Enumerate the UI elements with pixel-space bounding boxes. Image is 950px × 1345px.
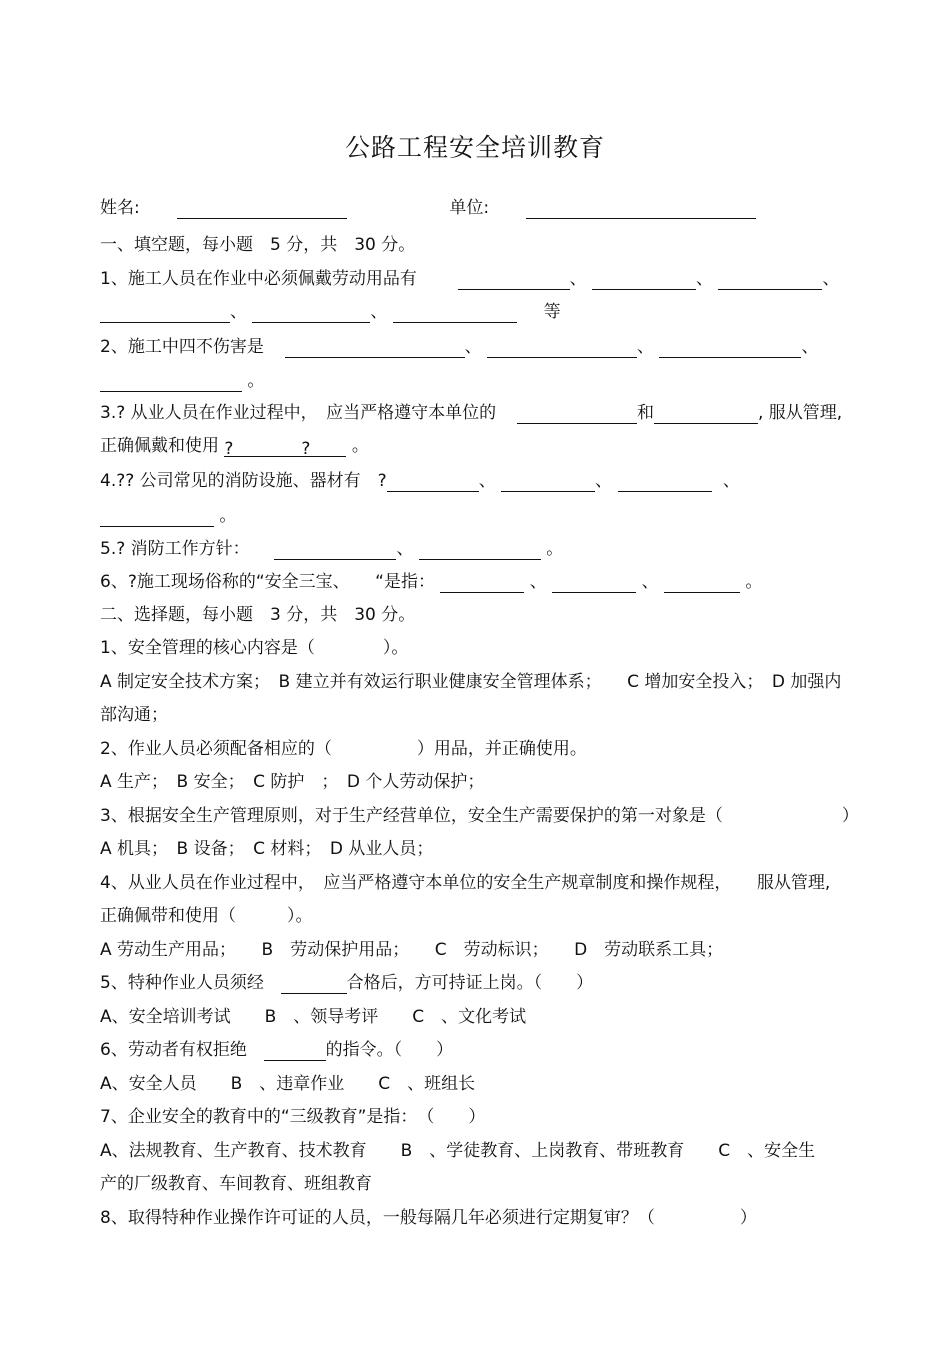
s2-q3-options: A 机具； B 设备； C 材料； D 从业人员； — [100, 839, 434, 859]
answer-blank[interactable] — [274, 541, 396, 560]
s1-q1: 1、施工人员在作业中必须佩戴劳动用品有 、 、 、 — [100, 269, 840, 289]
answer-blank[interactable] — [718, 271, 822, 290]
s1-q5: 5.? 消防工作方针： 、 。 — [100, 539, 564, 559]
s1-q6: 6、?施工现场俗称的“安全三宝、 “是指： 、 、 。 — [100, 572, 763, 592]
answer-blank[interactable] — [618, 473, 712, 492]
s2-q2: 2、作业人员必须配备相应的（ ）用品，并正确使用。 — [100, 739, 587, 759]
answer-blank[interactable] — [100, 304, 230, 323]
s1-q3-text: 3.? 从业人员在作业过程中， 应当严格遵守本单位的 — [100, 403, 497, 423]
s2-q4-options: A 劳动生产用品； B 劳动保护用品； C 劳动标识； D 劳动联系工具； — [100, 940, 724, 960]
s2-q7-options: A、法规教育、生产教育、技术教育 B 、学徒教育、上岗教育、带班教育 C 、安全生 — [100, 1141, 816, 1161]
answer-blank[interactable] — [264, 1042, 326, 1061]
answer-blank[interactable] — [487, 339, 637, 358]
section1-heading: 一、填空题，每小题 5 分，共 30 分。 — [100, 235, 416, 255]
answer-blank[interactable] — [654, 405, 758, 424]
s2-q3: 3、根据安全生产管理原则，对于生产经营单位，安全生产需要保护的第一对象是（ ） — [100, 806, 859, 826]
s1-q1-cont: 、 、 等 — [100, 301, 561, 323]
s1-q2: 2、施工中四不伤害是 、 、 、 — [100, 337, 819, 357]
s1-q3-cont: 正确佩戴和使用 ? ? 。 — [100, 436, 369, 459]
s2-q8: 8、取得特种作业操作许可证的人员，一般每隔几年必须进行定期复审？（ ） — [100, 1208, 757, 1228]
answer-blank[interactable] — [285, 339, 465, 358]
answer-blank[interactable] — [387, 473, 479, 492]
answer-blank[interactable] — [393, 304, 517, 323]
answer-blank[interactable] — [501, 473, 595, 492]
answer-blank[interactable] — [659, 339, 801, 358]
s2-q6-text-b: 的指令。（ ） — [325, 1040, 454, 1060]
s2-q1-options-cont: 部沟通； — [100, 705, 168, 725]
s1-q3-text-c: 正确佩戴和使用 — [100, 436, 219, 456]
s1-q2-text: 2、施工中四不伤害是 — [100, 337, 264, 357]
s1-q1-end: 等 — [543, 302, 561, 322]
answer-blank[interactable] — [440, 574, 524, 593]
answer-blank[interactable] — [281, 975, 347, 994]
s2-q5-text-b: 合格后，方可持证上岗。（ ） — [346, 973, 594, 993]
s2-q5-options: A、安全培训考试 B 、领导考评 C 、文化考试 — [100, 1007, 527, 1027]
s2-q1-options: A 制定安全技术方案； B 建立并有效运行职业健康安全管理体系； C 增加安全投入； D 加强内 — [100, 672, 842, 692]
s1-q2-cont: 。 — [100, 370, 264, 392]
answer-blank[interactable] — [252, 304, 370, 323]
s1-q6-text: 6、?施工现场俗称的“安全三宝、 “是指： — [100, 572, 435, 592]
name-field[interactable] — [177, 200, 347, 219]
answer-blank[interactable] — [100, 373, 242, 392]
unit-label: 单位: — [449, 198, 490, 218]
answer-blank[interactable] — [592, 271, 696, 290]
answer-blank[interactable] — [458, 271, 570, 290]
s2-q6 — [100, 1039, 453, 1061]
s1-q3 — [100, 402, 842, 424]
name-label: 姓名: — [100, 198, 140, 218]
answer-blank[interactable] — [100, 508, 214, 527]
page-title: 公路工程安全培训教育 — [344, 133, 605, 162]
answer-blank[interactable] — [419, 541, 541, 560]
s2-q4: 4、从业人员在作业过程中， 应当严格遵守本单位的安全生产规章制度和操作规程， 服从管理, — [100, 873, 831, 893]
s2-q4-cont: 正确佩带和使用（ ）。 — [100, 906, 313, 926]
section2-heading: 二、选择题，每小题 3 分，共 30 分。 — [100, 605, 416, 625]
header-row — [100, 197, 756, 219]
s1-q1-text: 1、施工人员在作业中必须佩戴劳动用品有 — [100, 269, 417, 289]
answer-blank[interactable] — [552, 574, 636, 593]
s2-q2-options: A 生产； B 安全； C 防护 ； D 个人劳动保护； — [100, 772, 485, 792]
s2-q1: 1、安全管理的核心内容是（ ）。 — [100, 638, 409, 658]
s2-q6-options: A、安全人员 B 、违章作业 C 、班组长 — [100, 1074, 476, 1094]
s1-q3-and: 和 — [636, 403, 654, 423]
s2-q7: 7、企业安全的教育中的“三级教育”是指： （ ） — [100, 1107, 486, 1127]
s2-q7-options-cont: 产的厂级教育、车间教育、班组教育 — [100, 1174, 372, 1194]
unit-field[interactable] — [526, 200, 756, 219]
s1-q4-cont: 。 — [100, 505, 236, 527]
answer-blank[interactable] — [664, 574, 740, 593]
s2-q6-text: 6、劳动者有权拒绝 — [100, 1040, 247, 1060]
s1-q4-text: 4.?? 公司常见的消防设施、器材有 ? — [100, 471, 387, 491]
s1-q5-text: 5.? 消防工作方针： — [100, 539, 250, 559]
s1-q4: 4.?? 公司常见的消防设施、器材有 ? 、 、 、 — [100, 471, 740, 491]
s1-q3-text-b: , 服从管理, — [757, 403, 843, 423]
s2-q5 — [100, 972, 593, 994]
s2-q5-text: 5、特种作业人员须经 — [100, 973, 264, 993]
answer-blank[interactable]: ? ? — [224, 438, 346, 457]
answer-blank[interactable] — [517, 405, 637, 424]
